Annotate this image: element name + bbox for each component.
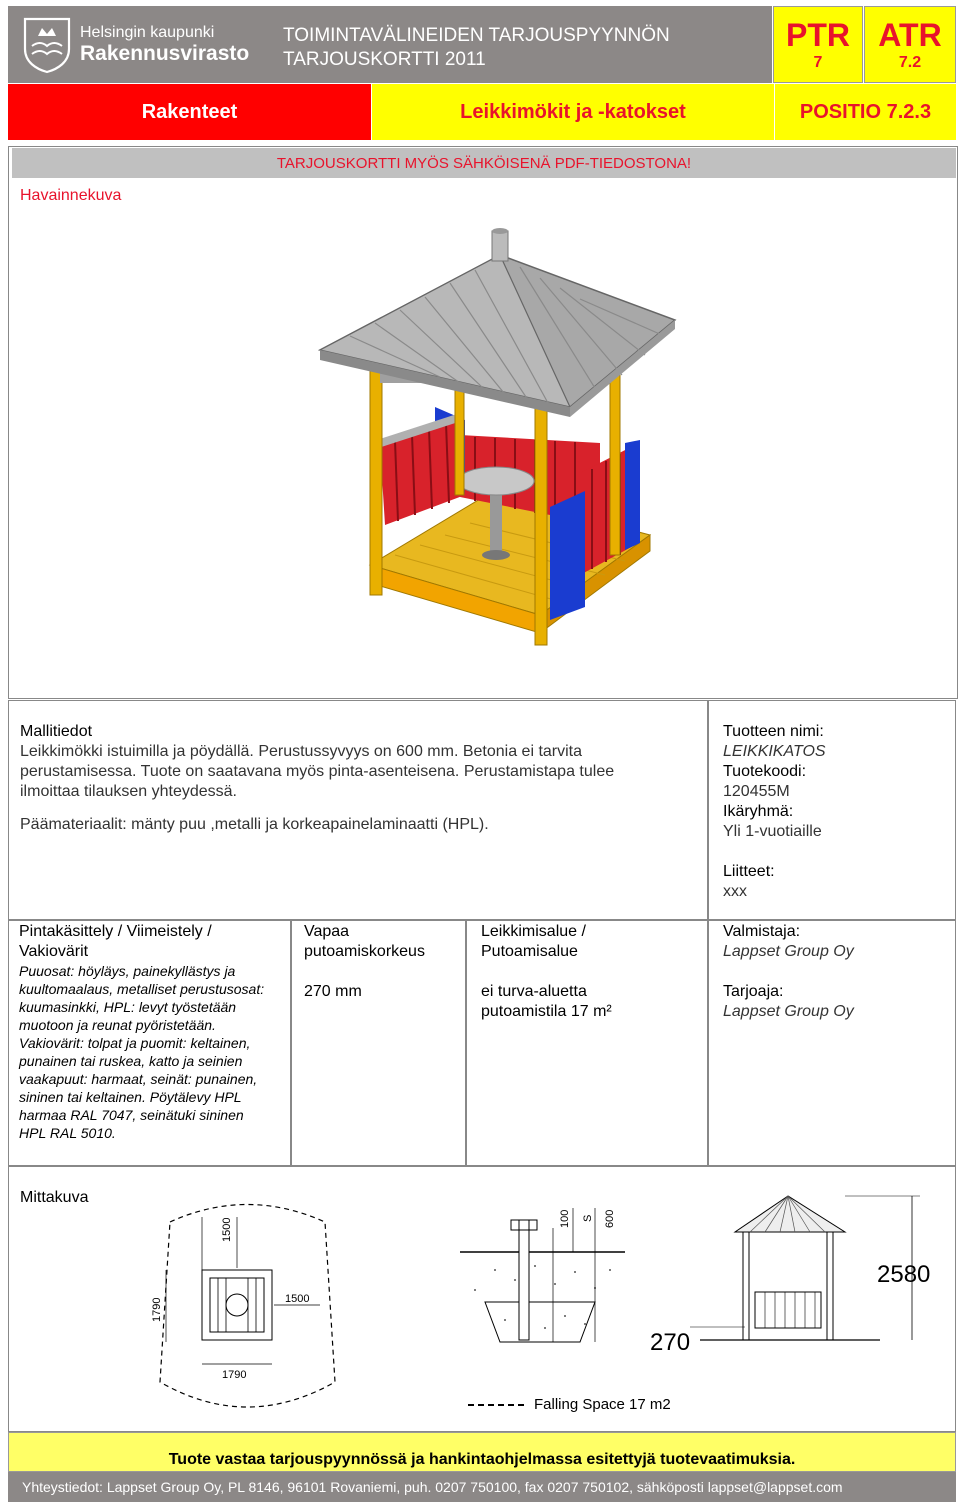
finish-line: harmaa RAL 7047, seinätuki sininen bbox=[19, 1107, 244, 1123]
supplier-value: Lappset Group Oy bbox=[723, 1003, 854, 1020]
manufacturer-label: Valmistaja: bbox=[723, 923, 801, 940]
age-label: Ikäryhmä: bbox=[723, 803, 794, 820]
foundation-s: S bbox=[582, 1214, 594, 1222]
title-line-2: TARJOUSKORTTI 2011 bbox=[283, 49, 486, 70]
atr-value: 7.2 bbox=[898, 54, 922, 71]
compliance-notice: Tuote vastaa tarjouspyynnössä ja hankintaohjelmassa esitettyjä tuotevaatimuksia. bbox=[8, 1432, 956, 1472]
ptr-cell bbox=[773, 6, 863, 83]
elevation-height: 2580 bbox=[877, 1261, 931, 1288]
gazebo-illustration bbox=[300, 225, 690, 665]
finish-info bbox=[19, 922, 287, 1142]
product-info bbox=[723, 722, 953, 902]
finish-line: Vakiovärit: tolpat ja puomit: keltainen, bbox=[19, 1035, 251, 1051]
manufacturer-value: Lappset Group Oy bbox=[723, 943, 854, 960]
model-materials: Päämateriaalit: mänty puu ,metalli ja korkeapainelaminaatti (HPL). bbox=[20, 816, 489, 833]
illustration-label: Havainnekuva bbox=[20, 187, 122, 204]
finish-line: sininen tai keltainen. Pöytälevy HPL bbox=[19, 1089, 242, 1105]
elevation-270: 270 bbox=[650, 1329, 691, 1356]
plan-view-drawing bbox=[130, 1192, 365, 1426]
atr-cell bbox=[864, 6, 956, 83]
atr-label: ATR bbox=[878, 17, 942, 53]
supplier-label: Tarjoaja: bbox=[723, 983, 784, 1000]
org-department: Rakennusvirasto bbox=[80, 41, 250, 65]
age-value: Yli 1-vuotiaille bbox=[723, 823, 822, 840]
foundation-100: 100 bbox=[559, 1209, 571, 1228]
falling-space-legend bbox=[468, 1396, 671, 1413]
finish-line: kuultomaalaus, metalliset perustusosat: bbox=[19, 981, 265, 997]
plan-1790-left: 1790 bbox=[151, 1297, 163, 1322]
model-desc-line-2: perustamisessa. Tuote on saatavana myös pinta-asenteisena. Perustamistapa tulee bbox=[20, 763, 615, 780]
finish-line: punainen tai ruskea, katto ja seinien bbox=[19, 1053, 243, 1069]
finish-line: kuumasinkki, HPL: levyt työstetään bbox=[19, 999, 237, 1015]
finish-line: Puuosat: höyläys, painekyllästys ja bbox=[19, 963, 236, 979]
org-name: Helsingin kaupunki bbox=[80, 23, 215, 41]
finish-line: vaakapuut: harmaat, seinät: punainen, bbox=[19, 1071, 258, 1087]
play-area-heading-1: Leikkimisalue / bbox=[481, 923, 586, 940]
model-heading: Mallitiedot bbox=[20, 723, 93, 740]
ptr-label: PTR bbox=[786, 17, 850, 53]
foundation-drawing bbox=[455, 1200, 630, 1355]
finish-heading-2: Vakiovärit bbox=[19, 943, 89, 960]
pdf-banner: TARJOUSKORTTI MYÖS SÄHKÖISENÄ PDF-TIEDOSTONA! bbox=[12, 148, 956, 178]
product-name-label: Tuotteen nimi: bbox=[723, 723, 824, 740]
model-info bbox=[20, 722, 700, 835]
document-title bbox=[275, 6, 772, 83]
model-desc-line-1: Leikkimökki istuimilla ja pöydällä. Perustussyvyys on 600 mm. Betonia ei tarvita bbox=[20, 743, 583, 760]
play-area-line-1: ei turva-aluetta bbox=[481, 983, 587, 1000]
finish-line: HPL RAL 5010. bbox=[19, 1125, 116, 1141]
category-position: POSITIO 7.2.3 bbox=[775, 84, 956, 140]
attachments-value: xxx bbox=[723, 883, 747, 900]
city-crest-icon bbox=[22, 16, 72, 74]
fall-height-info bbox=[304, 922, 464, 1002]
finish-line: muotoon ja reunat pyöristetään. bbox=[19, 1017, 216, 1033]
contact-bar: Yhteystiedot: Lappset Group Oy, PL 8146, 96101 Rovaniemi, puh. 0207 750100, fax 0207 750102, sähköposti lappset@lappset.com bbox=[8, 1472, 956, 1502]
ptr-value: 7 bbox=[813, 54, 823, 71]
fall-height-heading-1: Vapaa bbox=[304, 923, 350, 940]
foundation-600: 600 bbox=[604, 1209, 616, 1228]
fall-height-heading-2: putoamiskorkeus bbox=[304, 943, 425, 960]
plan-1790-bottom: 1790 bbox=[222, 1369, 247, 1381]
product-code-label: Tuotekoodi: bbox=[723, 763, 807, 780]
city-logo-block bbox=[8, 6, 275, 83]
plan-1500-right: 1500 bbox=[285, 1293, 310, 1305]
falling-space-label: Falling Space 17 m2 bbox=[534, 1396, 671, 1413]
elevation-drawing bbox=[640, 1192, 945, 1362]
play-area-heading-2: Putoamisalue bbox=[481, 943, 578, 960]
dimension-heading: Mittakuva bbox=[20, 1189, 89, 1206]
play-area-info bbox=[481, 922, 706, 1022]
category-group: Leikkimökit ja -katokset bbox=[372, 84, 774, 140]
plan-1500-top: 1500 bbox=[221, 1217, 233, 1242]
product-name: LEIKKIKATOS bbox=[723, 743, 826, 760]
category-rakenteet: Rakenteet bbox=[8, 84, 371, 140]
finish-heading-1: Pintakäsittely / Viimeistely / bbox=[19, 923, 212, 940]
title-line-1: TOIMINTAVÄLINEIDEN TARJOUSPYYNNÖN bbox=[283, 25, 670, 46]
model-desc-line-3: ilmoittaa tilauksen yhteydessä. bbox=[20, 783, 237, 800]
attachments-label: Liitteet: bbox=[723, 863, 775, 880]
legend-dash-line bbox=[468, 1404, 524, 1406]
maker-info bbox=[723, 922, 953, 1022]
product-code: 120455M bbox=[723, 783, 790, 800]
fall-height-value: 270 mm bbox=[304, 983, 362, 1000]
play-area-line-2: putoamistila 17 m² bbox=[481, 1003, 612, 1020]
